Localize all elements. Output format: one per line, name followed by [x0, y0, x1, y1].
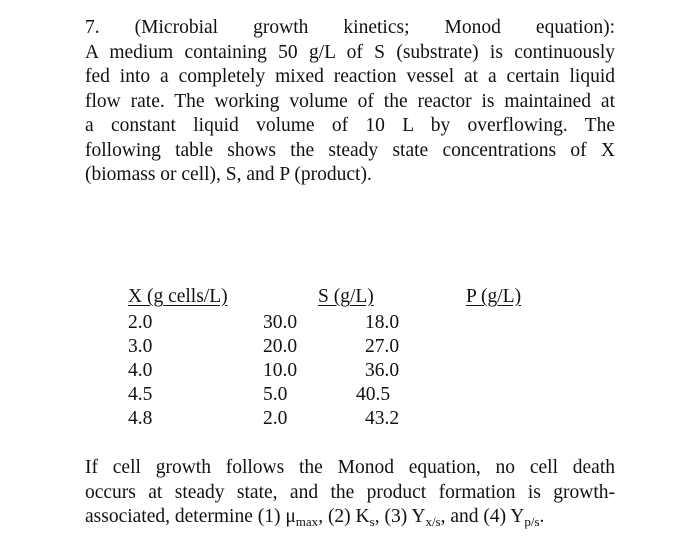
q-text-yxs: , (3) Y [374, 506, 426, 527]
cell-x-row4: 4.5 [128, 384, 153, 405]
cell-x-row5: 4.8 [128, 408, 153, 429]
problem-line: flow rate. The working volume of the reactor is maintained at [85, 90, 615, 112]
cell-s-row3: 10.0 [263, 360, 298, 381]
question-line: If cell growth follows the Monod equation, no cell death [85, 457, 615, 478]
q-text-end: . [539, 506, 545, 527]
problem-line: A medium containing 50 g/L of S (substrate) is continuously [85, 41, 615, 63]
problem-statement [85, 16, 615, 188]
problem-line: (biomass or cell), S, and P (product). [85, 164, 372, 185]
cell-s-row5: 2.0 [263, 408, 288, 429]
question-statement [85, 456, 615, 530]
q-text-mu: associated, determine (1) μ [85, 506, 296, 527]
problem-line: following table shows the steady state concentrations of X [85, 139, 615, 161]
header-x: X (g cells/L) [128, 286, 228, 307]
header-p: P (g/L) [466, 286, 522, 307]
cell-x-row3: 4.0 [128, 360, 153, 381]
problem-line: fed into a completely mixed reaction vessel at a certain liquid [85, 66, 615, 87]
cell-p-row2: 27.0 [365, 336, 400, 357]
q-text-ks: , (2) K [318, 506, 370, 527]
ks-subscript: s [369, 514, 375, 529]
cell-s-row1: 30.0 [263, 312, 298, 333]
q-text-yps: , and (4) Y [440, 506, 525, 527]
yxs-subscript: x/s [425, 514, 441, 529]
cell-s-row2: 20.0 [263, 336, 298, 357]
cell-s-row4: 5.0 [263, 384, 288, 405]
problem-title: 7. (Microbial growth kinetics; Monod equation): [85, 17, 615, 38]
cell-x-row1: 2.0 [128, 312, 153, 333]
problem-line: a constant liquid volume of 10 L by overflowing. The [85, 115, 615, 136]
cell-p-row3: 36.0 [365, 360, 400, 381]
yps-subscript: p/s [524, 514, 540, 529]
question-line: occurs at steady state, and the product formation is growth- [85, 481, 615, 503]
mu-max-subscript: max [295, 514, 319, 529]
cell-p-row5: 43.2 [365, 408, 400, 429]
cell-x-row2: 3.0 [128, 336, 153, 357]
cell-p-row1: 18.0 [365, 312, 400, 333]
question-line-final [85, 505, 615, 530]
header-s: S (g/L) [318, 286, 374, 307]
cell-p-row4: 40.5 [356, 384, 391, 405]
